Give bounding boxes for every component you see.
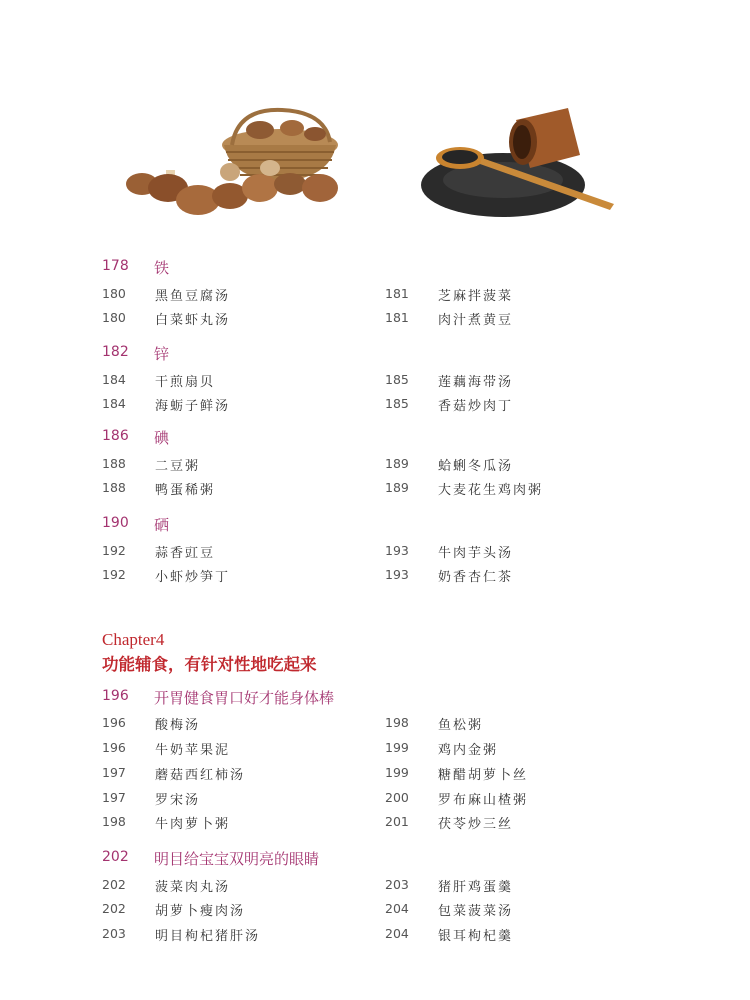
entry-title: 包菜菠菜汤 [438,904,514,919]
entry-page-number: 197 [102,765,126,780]
section-page-number: 178 [102,258,129,274]
entry-page-number: 202 [102,901,126,916]
entry-title: 奶香杏仁茶 [438,570,514,585]
entry-page-number: 197 [102,790,126,805]
entry-page-number: 188 [102,456,126,471]
entry-title: 黑鱼豆腐汤 [155,289,231,304]
entry-title: 海蛎子鲜汤 [155,399,231,414]
entry-title: 糖醋胡萝卜丝 [438,768,529,783]
entry-title: 莲藕海带汤 [438,375,514,390]
entry-title: 鱼松粥 [438,718,484,733]
entry-title: 香菇炒肉丁 [438,399,514,414]
entry-title: 蘑菇西红柿汤 [155,768,246,783]
entry-title: 蒜香豇豆 [155,546,216,561]
entry-page-number: 184 [102,396,126,411]
entry-page-number: 199 [385,740,409,755]
section-title: 开胃健食胃口好才能身体棒 [154,689,335,707]
entry-page-number: 198 [385,715,409,730]
entry-page-number: 181 [385,310,409,325]
entry-title: 干煎扇贝 [155,375,216,390]
entry-page-number: 196 [102,740,126,755]
entry-page-number: 202 [102,877,126,892]
entry-page-number: 184 [102,372,126,387]
entry-title: 二豆粥 [155,459,201,474]
entry-title: 鸭蛋稀粥 [155,483,216,498]
entry-page-number: 185 [385,372,409,387]
section-page-number: 182 [102,344,129,360]
entry-title: 银耳枸杞羹 [438,929,514,944]
entry-title: 小虾炒笋丁 [155,570,231,585]
entry-title: 罗布麻山楂粥 [438,793,529,808]
section-title: 铁 [154,259,170,277]
wooden-cup [509,108,580,168]
entry-page-number: 199 [385,765,409,780]
entry-page-number: 203 [385,877,409,892]
entry-title: 罗宋汤 [155,793,201,808]
entry-title: 菠菜肉丸汤 [155,880,231,895]
entry-page-number: 198 [102,814,126,829]
entry-title: 猪肝鸡蛋羹 [438,880,514,895]
entry-title: 芝麻拌菠菜 [438,289,514,304]
entry-page-number: 181 [385,286,409,301]
entry-page-number: 203 [102,926,126,941]
entry-title: 明目枸杞猪肝汤 [155,929,261,944]
entry-page-number: 180 [102,286,126,301]
section-page-number: 186 [102,428,129,444]
entry-page-number: 192 [102,543,126,558]
mushroom-basket-image [120,100,350,225]
entry-title: 蛤蜊冬瓜汤 [438,459,514,474]
entry-page-number: 192 [102,567,126,582]
section-title: 锌 [154,345,170,363]
section-title: 硒 [154,516,170,534]
entry-title: 鸡内金粥 [438,743,499,758]
entry-page-number: 200 [385,790,409,805]
section-page-number: 190 [102,515,129,531]
entry-title: 牛奶苹果泥 [155,743,231,758]
entry-page-number: 180 [102,310,126,325]
entry-page-number: 196 [102,715,126,730]
section-page-number: 202 [102,849,129,865]
entry-page-number: 189 [385,480,409,495]
entry-title: 白菜虾丸汤 [155,313,231,328]
entry-title: 牛肉芋头汤 [438,546,514,561]
entry-title: 胡萝卜瘦肉汤 [155,904,246,919]
entry-title: 牛肉萝卜粥 [155,817,231,832]
entry-page-number: 185 [385,396,409,411]
section-page-number: 196 [102,688,129,704]
black-sesame-image [418,100,623,225]
entry-title: 茯苓炒三丝 [438,817,514,832]
entry-page-number: 188 [102,480,126,495]
entry-title: 大麦花生鸡肉粥 [438,483,544,498]
section-title: 碘 [154,429,170,447]
entry-page-number: 193 [385,543,409,558]
entry-page-number: 189 [385,456,409,471]
entry-page-number: 193 [385,567,409,582]
entry-title: 肉汁煮黄豆 [438,313,514,328]
entry-page-number: 201 [385,814,409,829]
entry-title: 酸梅汤 [155,718,201,733]
chapter-label: Chapter4 [102,630,165,649]
section-title: 明目给宝宝双明亮的眼睛 [154,850,320,868]
chapter-title: 功能辅食，有针对性地吃起来 [102,655,317,674]
entry-page-number: 204 [385,901,409,916]
entry-page-number: 204 [385,926,409,941]
